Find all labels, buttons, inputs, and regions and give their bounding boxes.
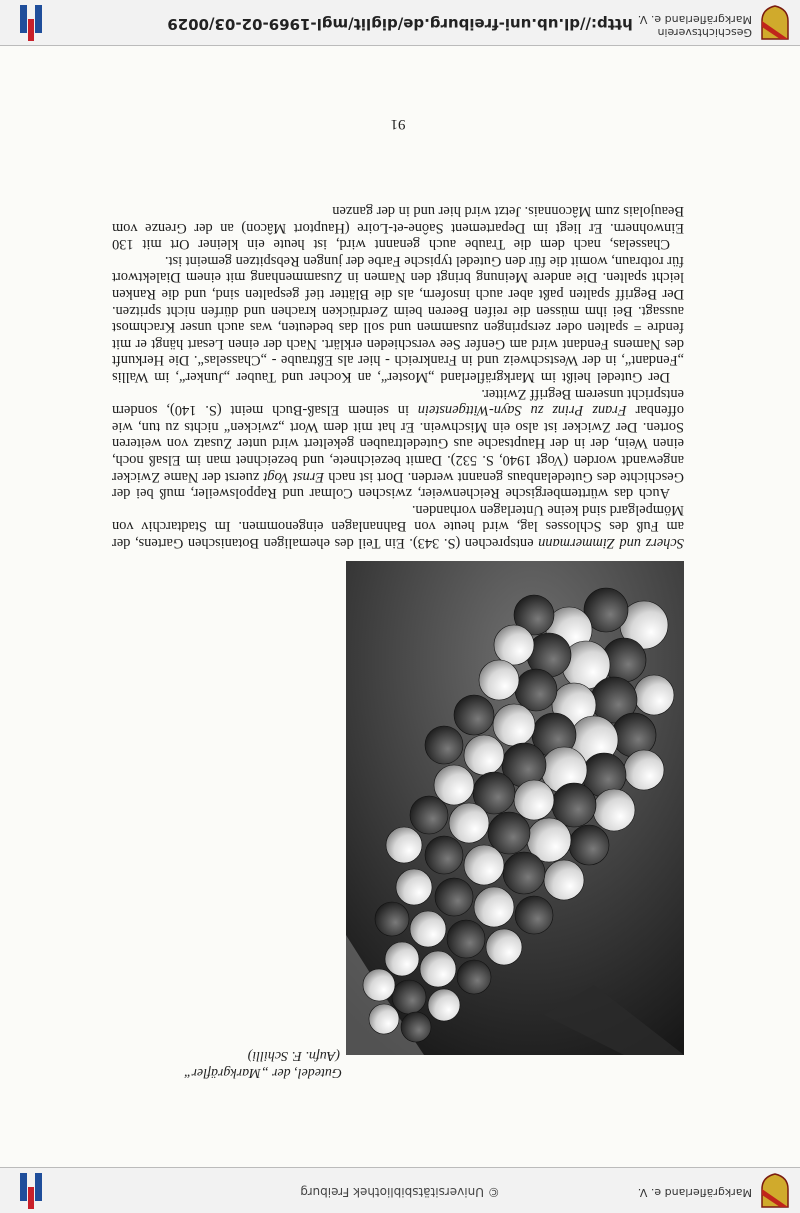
grape-berry [449, 803, 489, 843]
grape-cluster-photo [346, 561, 684, 1055]
paragraph [112, 385, 684, 501]
grape-berry [515, 896, 553, 934]
grape-berry [464, 735, 504, 775]
paragraph [112, 501, 684, 551]
viewer-header-bar [0, 1167, 800, 1213]
grape-berry [363, 969, 395, 1001]
grape-berry [386, 827, 422, 863]
text-run: zuerst der Name Zwicker angewandt worden (Vogt 1940, S. 532). Damit bezeichnete, und bezeichnet man im Elsaß noch, einen Wein, der in der Hauptsache aus Gutedeltrauben gekeltert wird unter Zusatz von weiteren Sorten. Der Zwicker ist also ein Mischwein. Er hat mit dem Wort „zwicken“ nichts zu tun, wie offenbar [112, 402, 684, 485]
grape-berry [503, 852, 545, 894]
grape-berry [447, 920, 485, 958]
grape-berry [375, 902, 409, 936]
cross-logo-icon [14, 5, 48, 41]
grape-berry [420, 951, 456, 987]
grape-berry [515, 669, 557, 711]
paragraph [112, 203, 684, 253]
grape-berry [425, 836, 463, 874]
text-run: entsprechen (S. 343). Ein Teil des ehemaligen Botanischen Gartens, der am Fuß des Schlosses lag, wird heute von Bahnanlagen eingenommen. Im Stadtarchiv von Mömpelgard sind keine Unterlagen vorhanden. [112, 501, 684, 551]
grape-berry [425, 726, 463, 764]
italic-name: Franz Prinz zu Sayn-Wittgenstein [417, 402, 627, 419]
grape-berry [544, 860, 584, 900]
grape-berry [396, 869, 432, 905]
grape-berry [410, 796, 448, 834]
grape-berry [454, 695, 494, 735]
text-run: Chasselas, nach dem die Traube auch genannt wird, ist heute ein kleiner Ort mit 130 Einwohnern. Er liegt im Departement Saône-et-Loire (Hauptort Mâcon) an der Grenze vom Beaujolais zum Mâconnais. Jetzt wird hier und in der ganzen [112, 203, 684, 253]
grape-berry [410, 911, 446, 947]
grape-berry [435, 878, 473, 916]
grape-berry [464, 845, 504, 885]
grape-berry [494, 625, 534, 665]
document-url-link[interactable]: http://dl.ub.uni-freiburg.de/diglit/mgl-1969-02-03/0029 [167, 15, 633, 33]
grape-berry [634, 675, 674, 715]
grape-berry [474, 887, 514, 927]
grape-berry [493, 704, 535, 746]
page-number: 91 [390, 116, 406, 132]
grape-berry [514, 780, 554, 820]
grape-berry [385, 942, 419, 976]
text-run: in seinem Elsaß-Buch meint (S. 140), sondern entspricht unserem Begriff Zwitter. [111, 385, 684, 419]
grape-berry [457, 960, 491, 994]
grape-berry [479, 660, 519, 700]
caption-credit: (Aufn. F. Schilli) [247, 1048, 340, 1063]
footer-institution-line2: Markgräflerland e. V. [637, 13, 752, 26]
cross-logo-icon [14, 1173, 48, 1209]
grape-berry [369, 1004, 399, 1034]
grape-berry [593, 789, 635, 831]
viewer-footer-bar [0, 0, 800, 46]
grape-berry [392, 980, 426, 1014]
grape-berry [434, 765, 474, 805]
book-page [0, 46, 800, 1167]
copyright-notice: © Universitätsbibliothek Freiburg [300, 1185, 500, 1199]
text-run: Der Gutedel heißt im Markgräflerland „Moster“, an Kocher und Tauber „Junker“, im Wallis „Fendant“, in der Westschweiz und in Frankreich - hier als Eßtraube - „Chasselas“. Die Herkunft des Namens Fendant wird am Genfer See verschieden erklärt. Nach der einen Lesart hängt er mit fendre = spalten oder zerspringen zusammen und soll das bedeuten, was auch unser Krachmost aussagt. Bei ihm müssen die reifen Beeren beim Zerdrücken krachen und dürfen nicht spritzen. Der Begriff spalten paßt aber auch insofern, als die Blätter tief gespalten sind, und die Ranken leicht spalten. Die andere Meinung bringt den Namen in Zusammenhang mit einem Dialektwort für rotbraun, womit die für den Gutedel typische Farbe der jungen Rebspitzen gemeint ist. [112, 252, 684, 386]
grape-berry [612, 713, 656, 757]
photo-caption [112, 1047, 342, 1081]
grape-berry [428, 989, 460, 1021]
italic-name: Scherz und Zimmermann [538, 535, 684, 551]
header-institution: Markgräflerland e. V. [637, 1186, 752, 1199]
footer-institution-line1: Geschichtsverein [657, 26, 752, 39]
caption-title: Gutedel, der „Markgräfler“ [183, 1065, 342, 1080]
text-run: Auch das württembergische Reichenweier, zwischen Colmar und Rappolsweiler, muß bei der Geschichte des Gutedelanbaus genannt werden. Dort ist nach [112, 468, 684, 502]
body-text [112, 203, 684, 551]
paragraph [112, 252, 684, 385]
grape-berry [624, 750, 664, 790]
italic-name: Ernst Vogt [263, 468, 325, 485]
grape-berry [401, 1012, 431, 1042]
grape-berry [486, 929, 522, 965]
grape-berry [569, 825, 609, 865]
